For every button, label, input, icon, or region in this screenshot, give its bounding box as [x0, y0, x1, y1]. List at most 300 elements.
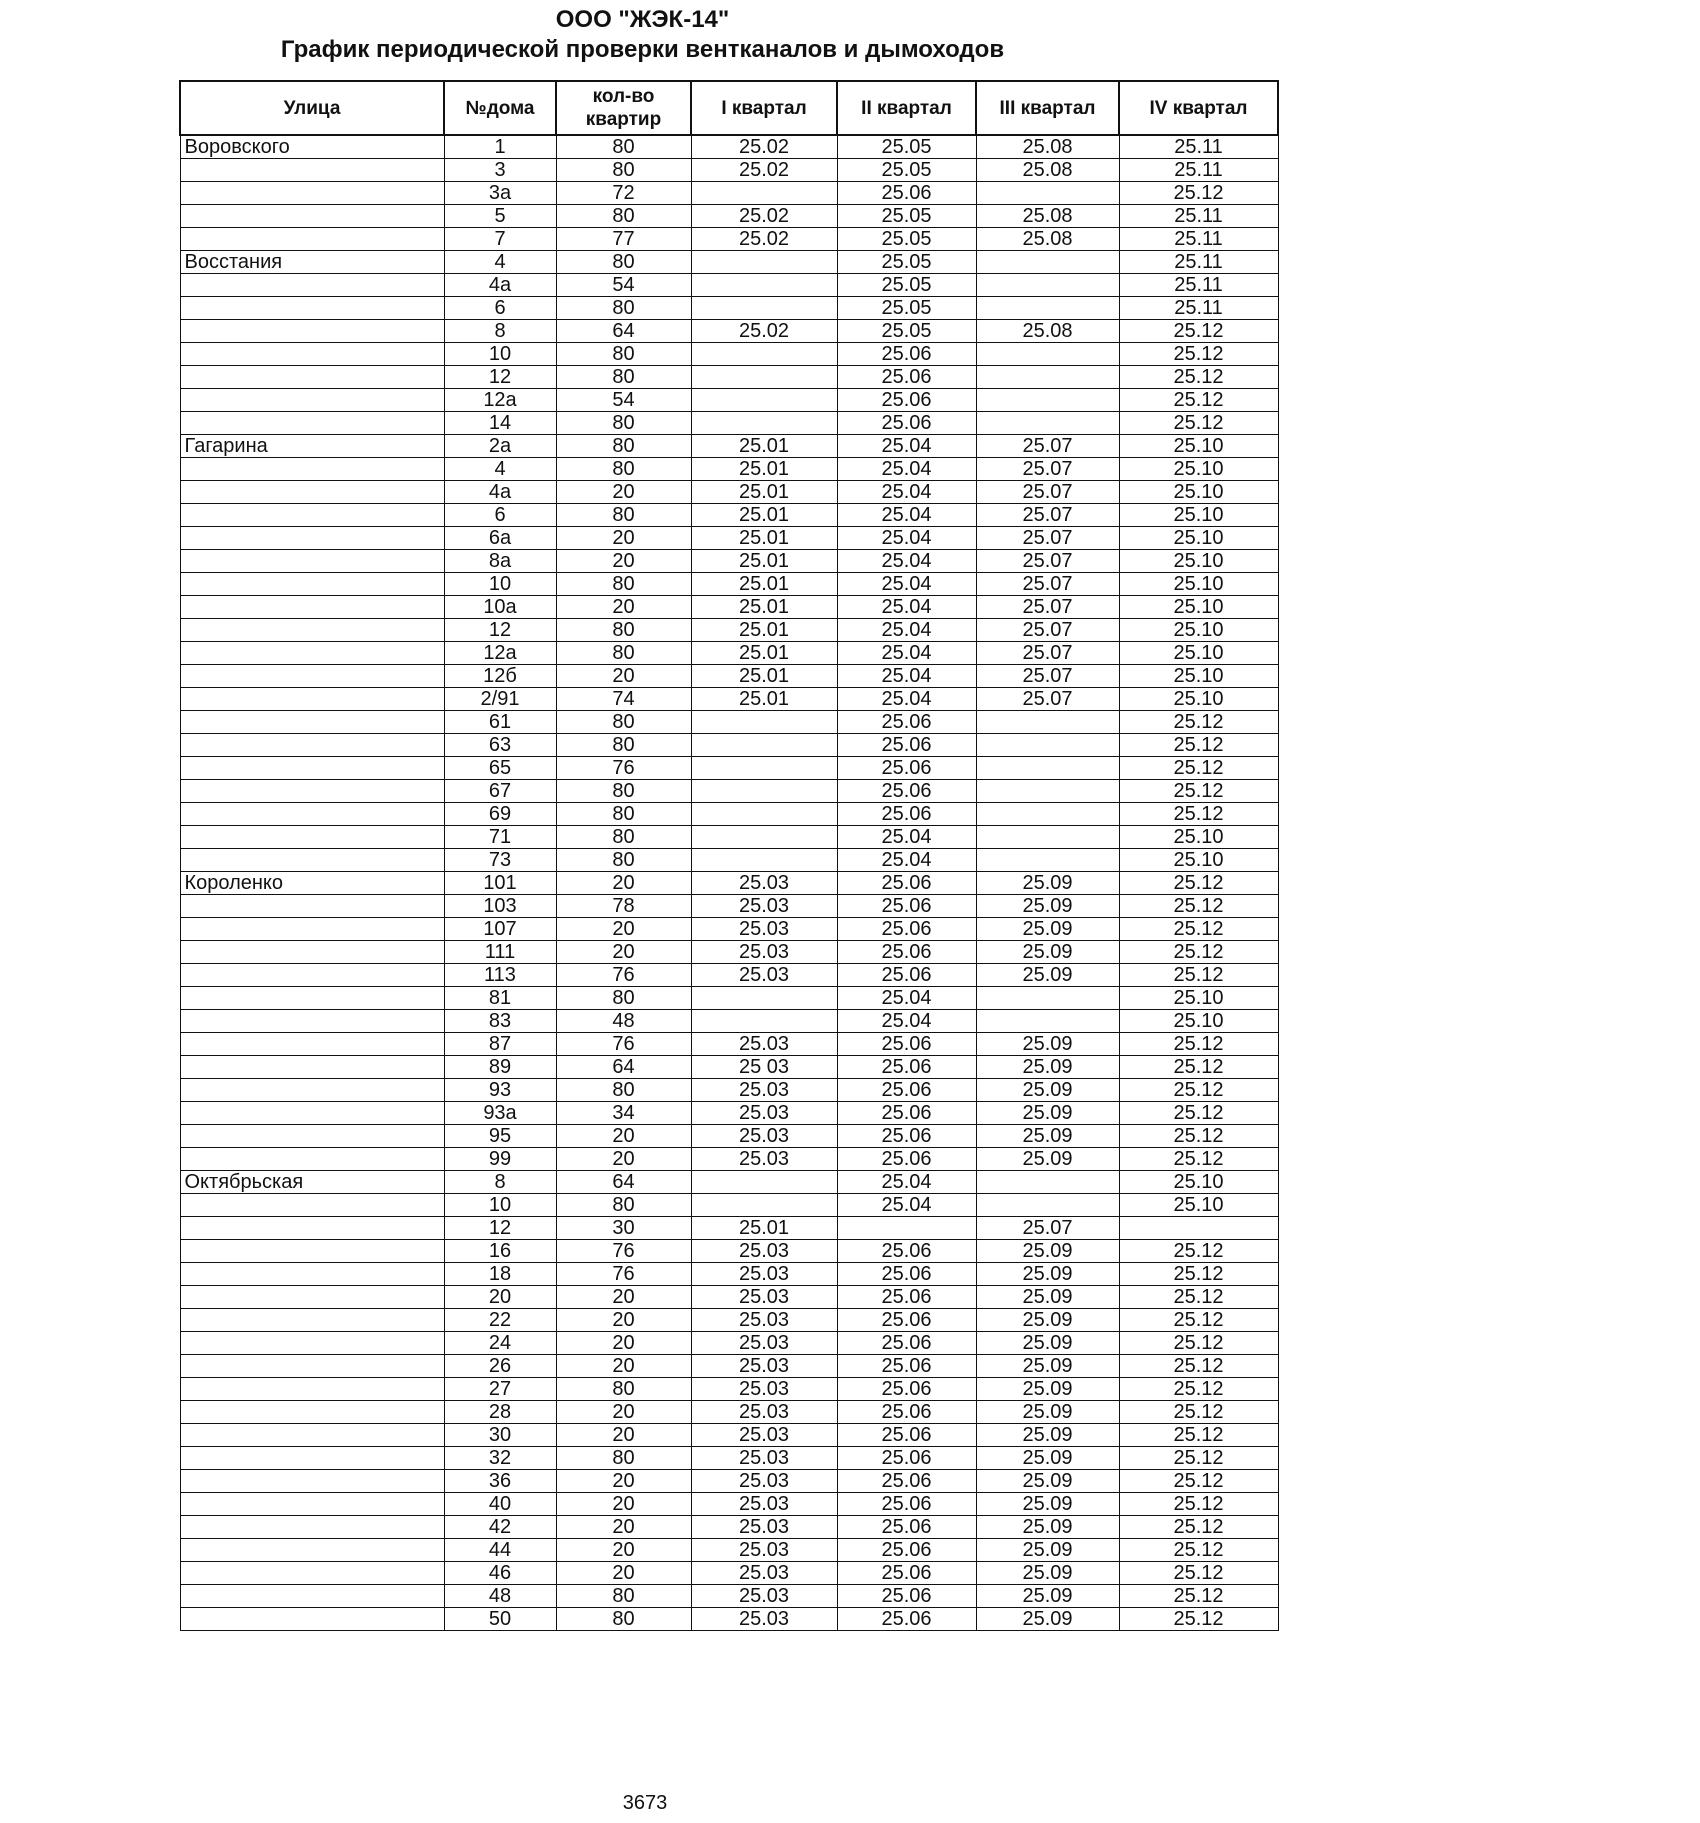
- cell-apartment-count: 20: [556, 1355, 691, 1378]
- cell-quarter-4: 25.11: [1119, 274, 1278, 297]
- cell-apartment-count: 80: [556, 159, 691, 182]
- cell-quarter-1: [691, 826, 837, 849]
- column-header-apartment-count: кол-во квартир: [556, 81, 691, 135]
- cell-house-number: 32: [444, 1447, 556, 1470]
- cell-house-number: 89: [444, 1056, 556, 1079]
- cell-street: [180, 481, 444, 504]
- cell-quarter-4: 25.10: [1119, 619, 1278, 642]
- cell-quarter-2: 25.04: [837, 849, 976, 872]
- cell-quarter-3: [976, 251, 1119, 274]
- cell-house-number: 71: [444, 826, 556, 849]
- cell-house-number: 12а: [444, 389, 556, 412]
- cell-quarter-4: 25.12: [1119, 1470, 1278, 1493]
- table-row: [180, 1562, 1278, 1585]
- cell-street: [180, 343, 444, 366]
- table-row: [180, 320, 1278, 343]
- cell-apartment-count: 80: [556, 251, 691, 274]
- cell-quarter-4: 25.12: [1119, 757, 1278, 780]
- cell-quarter-2: 25.04: [837, 619, 976, 642]
- table-row: [180, 1171, 1278, 1194]
- cell-quarter-2: 25.06: [837, 1148, 976, 1171]
- cell-quarter-2: 25.06: [837, 941, 976, 964]
- column-header-quarter-2: II квартал: [837, 81, 976, 135]
- cell-house-number: 65: [444, 757, 556, 780]
- cell-street: [180, 1263, 444, 1286]
- table-row: [180, 1056, 1278, 1079]
- cell-apartment-count: 64: [556, 1171, 691, 1194]
- cell-quarter-3: [976, 757, 1119, 780]
- cell-quarter-2: 25.04: [837, 481, 976, 504]
- cell-house-number: 73: [444, 849, 556, 872]
- table-row: [180, 1102, 1278, 1125]
- cell-house-number: 8: [444, 320, 556, 343]
- cell-street: Короленко: [180, 872, 444, 895]
- cell-house-number: 95: [444, 1125, 556, 1148]
- cell-quarter-2: 25.05: [837, 274, 976, 297]
- cell-house-number: 93а: [444, 1102, 556, 1125]
- cell-quarter-3: 25.07: [976, 596, 1119, 619]
- cell-street: [180, 826, 444, 849]
- cell-house-number: 6: [444, 504, 556, 527]
- cell-quarter-1: 25.03: [691, 918, 837, 941]
- cell-house-number: 113: [444, 964, 556, 987]
- table-row: [180, 711, 1278, 734]
- cell-quarter-4: 25.12: [1119, 1125, 1278, 1148]
- cell-street: [180, 504, 444, 527]
- cell-street: [180, 458, 444, 481]
- cell-quarter-4: 25.12: [1119, 320, 1278, 343]
- cell-street: [180, 159, 444, 182]
- cell-street: [180, 205, 444, 228]
- cell-apartment-count: 80: [556, 435, 691, 458]
- cell-quarter-3: [976, 1194, 1119, 1217]
- table-row: [180, 228, 1278, 251]
- table-row: [180, 1378, 1278, 1401]
- cell-street: [180, 1493, 444, 1516]
- cell-quarter-3: 25.09: [976, 1378, 1119, 1401]
- cell-street: [180, 274, 444, 297]
- cell-quarter-3: 25.08: [976, 320, 1119, 343]
- cell-house-number: 111: [444, 941, 556, 964]
- table-row: [180, 527, 1278, 550]
- cell-quarter-1: 25.03: [691, 1562, 837, 1585]
- cell-quarter-3: 25.08: [976, 205, 1119, 228]
- cell-street: [180, 550, 444, 573]
- cell-quarter-3: 25.07: [976, 619, 1119, 642]
- cell-quarter-1: 25.03: [691, 1401, 837, 1424]
- table-row: [180, 366, 1278, 389]
- cell-quarter-4: 25.12: [1119, 343, 1278, 366]
- cell-quarter-3: 25.09: [976, 1309, 1119, 1332]
- table-row: [180, 135, 1278, 159]
- cell-quarter-4: 25.12: [1119, 1309, 1278, 1332]
- cell-quarter-4: 25.12: [1119, 711, 1278, 734]
- cell-quarter-3: 25.07: [976, 665, 1119, 688]
- cell-quarter-4: 25.11: [1119, 135, 1278, 159]
- cell-quarter-1: 25.03: [691, 1493, 837, 1516]
- cell-quarter-2: 25.04: [837, 550, 976, 573]
- cell-quarter-1: 25.02: [691, 205, 837, 228]
- cell-apartment-count: 76: [556, 964, 691, 987]
- cell-quarter-1: 25.02: [691, 228, 837, 251]
- cell-street: [180, 389, 444, 412]
- cell-apartment-count: 80: [556, 987, 691, 1010]
- cell-house-number: 4а: [444, 481, 556, 504]
- cell-quarter-2: 25.05: [837, 135, 976, 159]
- cell-house-number: 107: [444, 918, 556, 941]
- cell-house-number: 93: [444, 1079, 556, 1102]
- cell-street: [180, 1056, 444, 1079]
- cell-house-number: 2/91: [444, 688, 556, 711]
- cell-apartment-count: 80: [556, 1194, 691, 1217]
- cell-quarter-4: 25.12: [1119, 1079, 1278, 1102]
- cell-quarter-1: 25.03: [691, 1148, 837, 1171]
- cell-quarter-4: 25.12: [1119, 895, 1278, 918]
- cell-quarter-3: 25.09: [976, 1493, 1119, 1516]
- cell-quarter-2: 25.04: [837, 504, 976, 527]
- cell-quarter-4: [1119, 1217, 1278, 1240]
- cell-street: Воровского: [180, 135, 444, 159]
- cell-quarter-2: 25.04: [837, 826, 976, 849]
- table-row: [180, 826, 1278, 849]
- cell-quarter-4: 25.12: [1119, 1493, 1278, 1516]
- cell-apartment-count: 20: [556, 1493, 691, 1516]
- cell-apartment-count: 80: [556, 1608, 691, 1631]
- cell-quarter-1: [691, 343, 837, 366]
- cell-quarter-4: 25.10: [1119, 573, 1278, 596]
- cell-quarter-3: 25.09: [976, 1332, 1119, 1355]
- cell-apartment-count: 80: [556, 297, 691, 320]
- cell-quarter-3: [976, 366, 1119, 389]
- cell-quarter-3: 25.09: [976, 1355, 1119, 1378]
- cell-house-number: 6: [444, 297, 556, 320]
- cell-house-number: 61: [444, 711, 556, 734]
- cell-house-number: 10а: [444, 596, 556, 619]
- cell-apartment-count: 80: [556, 573, 691, 596]
- cell-house-number: 69: [444, 803, 556, 826]
- cell-quarter-4: 25.11: [1119, 228, 1278, 251]
- cell-quarter-4: 25.10: [1119, 435, 1278, 458]
- table-row: [180, 780, 1278, 803]
- cell-quarter-3: [976, 987, 1119, 1010]
- table-row: [180, 1125, 1278, 1148]
- cell-street: [180, 1194, 444, 1217]
- cell-quarter-2: 25.06: [837, 1608, 976, 1631]
- cell-quarter-4: 25.12: [1119, 1401, 1278, 1424]
- table-row: [180, 458, 1278, 481]
- cell-quarter-1: 25.01: [691, 458, 837, 481]
- cell-quarter-3: 25.09: [976, 872, 1119, 895]
- table-row: [180, 573, 1278, 596]
- cell-house-number: 12а: [444, 642, 556, 665]
- cell-quarter-1: [691, 274, 837, 297]
- cell-street: [180, 642, 444, 665]
- cell-quarter-2: 25.06: [837, 1309, 976, 1332]
- cell-apartment-count: 80: [556, 412, 691, 435]
- table-row: [180, 803, 1278, 826]
- cell-quarter-2: 25.05: [837, 228, 976, 251]
- cell-quarter-4: 25.12: [1119, 389, 1278, 412]
- cell-house-number: 28: [444, 1401, 556, 1424]
- table-row: [180, 274, 1278, 297]
- cell-apartment-count: 74: [556, 688, 691, 711]
- cell-quarter-1: 25.03: [691, 1378, 837, 1401]
- cell-street: [180, 964, 444, 987]
- cell-apartment-count: 80: [556, 504, 691, 527]
- cell-quarter-1: [691, 412, 837, 435]
- cell-street: [180, 734, 444, 757]
- cell-quarter-3: [976, 734, 1119, 757]
- cell-quarter-3: 25.09: [976, 1240, 1119, 1263]
- cell-quarter-3: 25.09: [976, 1263, 1119, 1286]
- cell-quarter-4: 25.10: [1119, 688, 1278, 711]
- cell-quarter-4: 25.12: [1119, 1447, 1278, 1470]
- cell-quarter-3: 25.08: [976, 228, 1119, 251]
- cell-quarter-1: 25.01: [691, 619, 837, 642]
- table-row: [180, 1033, 1278, 1056]
- cell-quarter-2: 25.05: [837, 159, 976, 182]
- table-header-row: [180, 81, 1278, 135]
- cell-house-number: 2а: [444, 435, 556, 458]
- cell-quarter-1: 25.03: [691, 1079, 837, 1102]
- table-row: [180, 1286, 1278, 1309]
- cell-street: [180, 849, 444, 872]
- cell-apartment-count: 64: [556, 320, 691, 343]
- cell-quarter-3: [976, 826, 1119, 849]
- cell-apartment-count: 20: [556, 481, 691, 504]
- cell-apartment-count: 20: [556, 596, 691, 619]
- cell-street: [180, 1309, 444, 1332]
- cell-quarter-1: 25.03: [691, 1470, 837, 1493]
- cell-street: [180, 1286, 444, 1309]
- cell-quarter-3: [976, 412, 1119, 435]
- cell-quarter-2: 25.04: [837, 987, 976, 1010]
- cell-house-number: 26: [444, 1355, 556, 1378]
- cell-street: [180, 1447, 444, 1470]
- cell-apartment-count: 20: [556, 1562, 691, 1585]
- cell-quarter-2: 25.04: [837, 665, 976, 688]
- cell-quarter-1: [691, 1194, 837, 1217]
- cell-house-number: 4а: [444, 274, 556, 297]
- cell-quarter-3: 25.09: [976, 1516, 1119, 1539]
- cell-quarter-3: 25.07: [976, 550, 1119, 573]
- cell-quarter-3: 25.07: [976, 481, 1119, 504]
- cell-quarter-3: 25.09: [976, 895, 1119, 918]
- cell-quarter-2: 25.04: [837, 527, 976, 550]
- cell-quarter-2: 25.06: [837, 1424, 976, 1447]
- table-row: [180, 1309, 1278, 1332]
- cell-apartment-count: 20: [556, 918, 691, 941]
- cell-house-number: 99: [444, 1148, 556, 1171]
- column-header-quarter-4: IV квартал: [1119, 81, 1278, 135]
- table-row: [180, 987, 1278, 1010]
- cell-quarter-2: 25.06: [837, 1263, 976, 1286]
- cell-street: [180, 596, 444, 619]
- cell-quarter-2: 25.06: [837, 1493, 976, 1516]
- cell-house-number: 103: [444, 895, 556, 918]
- cell-quarter-3: [976, 803, 1119, 826]
- cell-quarter-4: 25.12: [1119, 1148, 1278, 1171]
- cell-quarter-3: [976, 780, 1119, 803]
- cell-quarter-3: 25.08: [976, 135, 1119, 159]
- cell-apartment-count: 48: [556, 1010, 691, 1033]
- cell-street: [180, 1033, 444, 1056]
- cell-house-number: 10: [444, 343, 556, 366]
- table-row: [180, 1217, 1278, 1240]
- table-row: [180, 251, 1278, 274]
- cell-quarter-4: 25.12: [1119, 1056, 1278, 1079]
- table-row: [180, 1263, 1278, 1286]
- cell-apartment-count: 20: [556, 1424, 691, 1447]
- cell-apartment-count: 76: [556, 1240, 691, 1263]
- table-row: [180, 481, 1278, 504]
- table-row: [180, 895, 1278, 918]
- cell-quarter-1: [691, 734, 837, 757]
- cell-quarter-1: 25.03: [691, 1033, 837, 1056]
- cell-quarter-2: 25.04: [837, 1171, 976, 1194]
- cell-quarter-4: 25.12: [1119, 182, 1278, 205]
- cell-apartment-count: 80: [556, 619, 691, 642]
- cell-house-number: 101: [444, 872, 556, 895]
- cell-house-number: 12б: [444, 665, 556, 688]
- cell-quarter-4: 25.12: [1119, 366, 1278, 389]
- cell-apartment-count: 77: [556, 228, 691, 251]
- cell-quarter-2: 25.06: [837, 1056, 976, 1079]
- cell-house-number: 5: [444, 205, 556, 228]
- cell-quarter-2: 25.06: [837, 1447, 976, 1470]
- cell-street: [180, 1125, 444, 1148]
- cell-street: Восстания: [180, 251, 444, 274]
- cell-house-number: 4: [444, 458, 556, 481]
- cell-apartment-count: 20: [556, 872, 691, 895]
- column-header-quarter-3: III квартал: [976, 81, 1119, 135]
- cell-quarter-2: 25.06: [837, 343, 976, 366]
- cell-apartment-count: 80: [556, 803, 691, 826]
- cell-quarter-1: 25.03: [691, 1447, 837, 1470]
- cell-quarter-1: [691, 251, 837, 274]
- cell-street: [180, 527, 444, 550]
- cell-quarter-2: 25.06: [837, 734, 976, 757]
- cell-quarter-2: 25.06: [837, 1401, 976, 1424]
- cell-quarter-4: 25.12: [1119, 1263, 1278, 1286]
- cell-quarter-3: [976, 1010, 1119, 1033]
- cell-quarter-2: 25.06: [837, 757, 976, 780]
- cell-quarter-2: 25.04: [837, 435, 976, 458]
- cell-quarter-2: 25.06: [837, 964, 976, 987]
- cell-quarter-3: 25.07: [976, 642, 1119, 665]
- cell-street: [180, 780, 444, 803]
- cell-apartment-count: 76: [556, 1263, 691, 1286]
- cell-apartment-count: 80: [556, 366, 691, 389]
- cell-street: [180, 895, 444, 918]
- cell-quarter-1: 25.03: [691, 964, 837, 987]
- cell-apartment-count: 20: [556, 1148, 691, 1171]
- cell-house-number: 12: [444, 366, 556, 389]
- cell-street: [180, 320, 444, 343]
- cell-quarter-1: 25.01: [691, 481, 837, 504]
- cell-apartment-count: 54: [556, 274, 691, 297]
- table-row: [180, 872, 1278, 895]
- cell-quarter-3: [976, 297, 1119, 320]
- cell-quarter-2: 25.06: [837, 1539, 976, 1562]
- cell-house-number: 42: [444, 1516, 556, 1539]
- cell-quarter-1: 25.03: [691, 895, 837, 918]
- cell-quarter-1: 25.01: [691, 688, 837, 711]
- cell-quarter-2: 25.06: [837, 918, 976, 941]
- cell-quarter-3: 25.09: [976, 1539, 1119, 1562]
- table-row: [180, 1401, 1278, 1424]
- cell-quarter-3: 25.09: [976, 1148, 1119, 1171]
- cell-apartment-count: 20: [556, 527, 691, 550]
- cell-street: Гагарина: [180, 435, 444, 458]
- cell-quarter-1: 25.01: [691, 573, 837, 596]
- cell-quarter-3: 25.07: [976, 504, 1119, 527]
- cell-apartment-count: 20: [556, 1309, 691, 1332]
- cell-house-number: 83: [444, 1010, 556, 1033]
- table-row: [180, 849, 1278, 872]
- cell-apartment-count: 76: [556, 757, 691, 780]
- table-row: [180, 550, 1278, 573]
- cell-street: [180, 573, 444, 596]
- cell-quarter-2: 25.06: [837, 1079, 976, 1102]
- cell-quarter-2: 25.06: [837, 711, 976, 734]
- cell-quarter-4: 25.12: [1119, 872, 1278, 895]
- cell-quarter-4: 25.10: [1119, 642, 1278, 665]
- cell-quarter-3: 25.07: [976, 1217, 1119, 1240]
- cell-apartment-count: 54: [556, 389, 691, 412]
- cell-house-number: 10: [444, 573, 556, 596]
- cell-quarter-1: [691, 987, 837, 1010]
- cell-quarter-2: 25.06: [837, 1033, 976, 1056]
- cell-street: [180, 1562, 444, 1585]
- cell-quarter-4: 25.12: [1119, 1608, 1278, 1631]
- cell-quarter-4: 25.10: [1119, 504, 1278, 527]
- cell-house-number: 46: [444, 1562, 556, 1585]
- cell-quarter-4: 25.12: [1119, 1102, 1278, 1125]
- cell-house-number: 3: [444, 159, 556, 182]
- cell-apartment-count: 80: [556, 642, 691, 665]
- cell-quarter-4: 25.10: [1119, 527, 1278, 550]
- cell-quarter-4: 25.12: [1119, 780, 1278, 803]
- cell-house-number: 4: [444, 251, 556, 274]
- cell-quarter-4: 25.12: [1119, 1378, 1278, 1401]
- cell-quarter-3: 25.09: [976, 1125, 1119, 1148]
- cell-quarter-4: 25.12: [1119, 803, 1278, 826]
- cell-quarter-3: 25.09: [976, 964, 1119, 987]
- cell-quarter-4: 25.11: [1119, 205, 1278, 228]
- table-row: [180, 343, 1278, 366]
- table-row: [180, 1424, 1278, 1447]
- cell-house-number: 16: [444, 1240, 556, 1263]
- cell-quarter-2: 25.06: [837, 1355, 976, 1378]
- table-row: [180, 642, 1278, 665]
- cell-quarter-3: 25.07: [976, 435, 1119, 458]
- cell-street: [180, 1585, 444, 1608]
- cell-quarter-1: 25.03: [691, 1125, 837, 1148]
- cell-house-number: 10: [444, 1194, 556, 1217]
- cell-quarter-2: 25.06: [837, 872, 976, 895]
- cell-street: [180, 1102, 444, 1125]
- cell-quarter-2: 25.06: [837, 1125, 976, 1148]
- table-row: [180, 389, 1278, 412]
- cell-quarter-3: [976, 343, 1119, 366]
- cell-street: [180, 1608, 444, 1631]
- table-row: [180, 1470, 1278, 1493]
- cell-quarter-4: 25.12: [1119, 734, 1278, 757]
- cell-quarter-2: 25.04: [837, 573, 976, 596]
- cell-street: [180, 1516, 444, 1539]
- cell-house-number: 30: [444, 1424, 556, 1447]
